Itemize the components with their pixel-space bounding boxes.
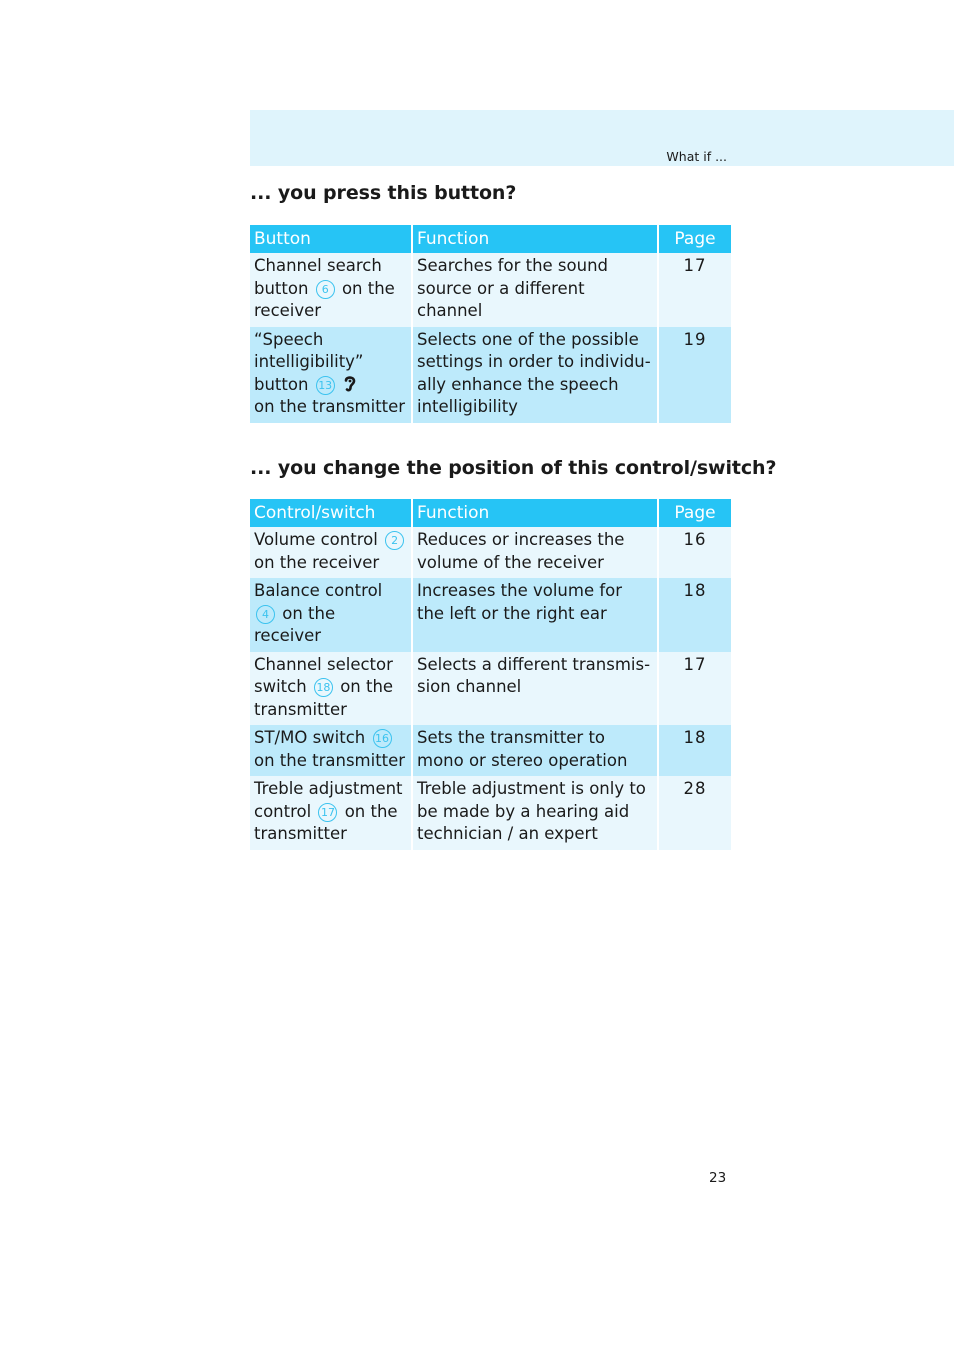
control-name: Channel selector switch: [254, 654, 393, 696]
function-cell: Selects a different transmis-sion channel: [413, 652, 659, 726]
table-row: [250, 527, 731, 578]
table-row: [250, 253, 731, 327]
location-text: on the receiver: [254, 552, 380, 572]
page-cell: 28: [659, 776, 731, 850]
page-number: 23: [709, 1170, 727, 1186]
column-header: Button: [250, 225, 413, 253]
function-cell: Reduces or increases the volume of the receiver: [413, 527, 659, 578]
control-cell: [250, 578, 413, 652]
section-heading-buttons: ... you press this button?: [250, 182, 517, 204]
reference-number: 16: [373, 729, 392, 748]
control-cell: [250, 776, 413, 850]
function-cell: Selects one of the possible settings in order to individu-ally enhance the speech intelligibility: [413, 327, 659, 423]
control-name: ST/MO switch: [254, 728, 366, 747]
reference-number: 6: [316, 280, 335, 299]
location-text: on the receiver: [254, 278, 395, 320]
page-cell: 18: [659, 725, 731, 776]
ear-icon: [343, 374, 357, 394]
button-cell: [250, 253, 413, 327]
button-cell: [250, 327, 413, 423]
page-cell: 16: [659, 527, 731, 578]
function-cell: Searches for the sound source or a different channel: [413, 253, 659, 327]
reference-number: 4: [256, 605, 275, 624]
button-name: “Speech intelligibility” button: [254, 329, 364, 394]
function-cell: Treble adjustment is only to be made by a hearing aid technician / an expert: [413, 776, 659, 850]
table-row: [250, 578, 731, 652]
reference-number: 2: [385, 531, 404, 550]
button-name: Channel search button: [254, 256, 382, 298]
control-name: Volume control: [254, 530, 378, 549]
control-cell: [250, 725, 413, 776]
column-header: Function: [413, 499, 659, 527]
section-heading-controls: ... you change the position of this control/switch?: [250, 457, 777, 479]
page-cell: 19: [659, 327, 731, 423]
location-text: on the transmitter: [254, 801, 398, 843]
section-label: What if ...: [666, 149, 727, 164]
table-row: [250, 327, 731, 423]
location-text: on the transmitter: [254, 397, 406, 416]
page-cell: 18: [659, 578, 731, 652]
table-row: [250, 776, 731, 850]
control-cell: [250, 652, 413, 726]
function-cell: Sets the transmitter to mono or stereo operation: [413, 725, 659, 776]
control-name: Treble adjustment control: [254, 779, 403, 821]
location-text: on the transmitter: [254, 750, 406, 770]
location-text: on the transmitter: [254, 677, 394, 719]
table-row: [250, 725, 731, 776]
column-header: Control/switch: [250, 499, 413, 527]
column-header: Page: [659, 499, 731, 527]
table-header-row: [250, 499, 731, 527]
table-header-row: [250, 225, 731, 253]
reference-number: 18: [314, 678, 333, 697]
table-row: [250, 652, 731, 726]
page-cell: 17: [659, 253, 731, 327]
control-cell: [250, 527, 413, 578]
reference-number: 17: [318, 803, 337, 822]
reference-number: 13: [316, 376, 335, 395]
column-header: Page: [659, 225, 731, 253]
location-text: on the receiver: [254, 603, 336, 645]
page-cell: 17: [659, 652, 731, 726]
header-band: [250, 110, 954, 166]
control-name: Balance control: [254, 581, 383, 600]
controls-table: [250, 499, 731, 850]
column-header: Function: [413, 225, 659, 253]
function-cell: Increases the volume for the left or the right ear: [413, 578, 659, 652]
buttons-table: [250, 225, 731, 423]
